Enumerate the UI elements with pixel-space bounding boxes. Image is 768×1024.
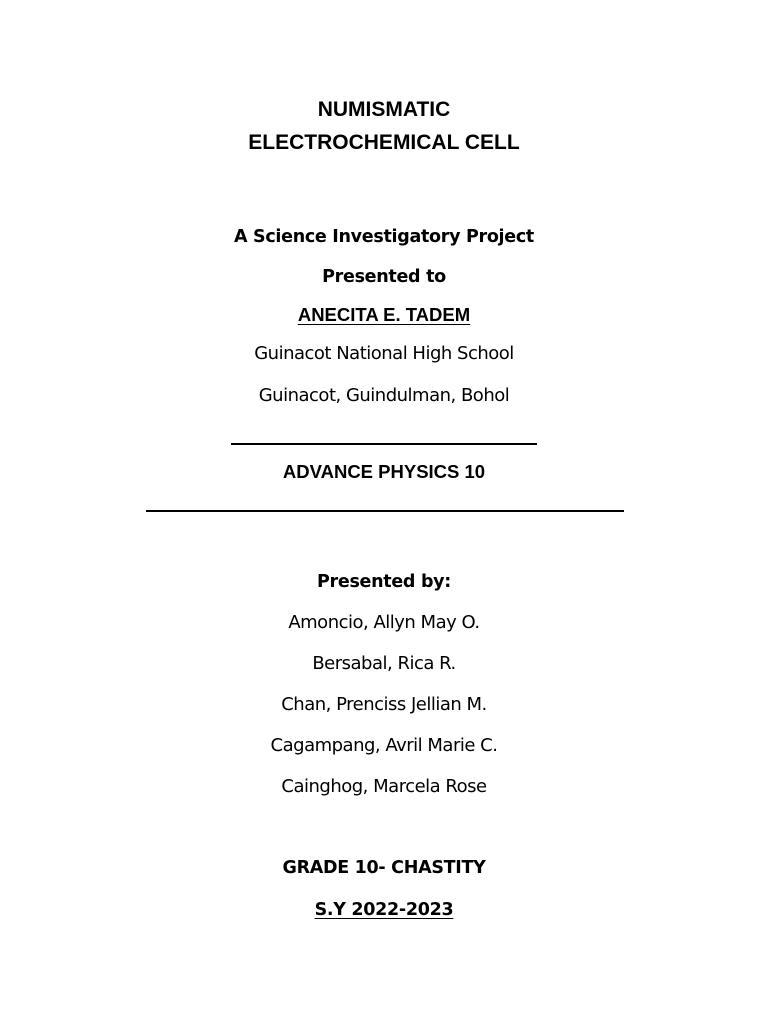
- teacher-name: ANECITA E. TADEM: [297, 304, 471, 325]
- school-year: S.Y 2022-2023: [314, 900, 454, 920]
- presenter-name-1: Amoncio, Allyn May O.: [288, 612, 480, 633]
- school-name: Guinacot National High School: [254, 343, 514, 364]
- title-line-1: NUMISMATIC: [317, 98, 451, 121]
- presenter-name-5: Cainghog, Marcela Rose: [281, 776, 487, 797]
- school-address: Guinacot, Guindulman, Bohol: [258, 385, 510, 406]
- divider-long: [146, 510, 624, 512]
- grade-section: GRADE 10- CHASTITY: [282, 858, 486, 878]
- subject-title: ADVANCE PHYSICS 10: [282, 461, 486, 482]
- presenter-name-2: Bersabal, Rica R.: [312, 653, 456, 674]
- presenter-name-3: Chan, Prenciss Jellian M.: [281, 694, 487, 715]
- presented-to-label: Presented to: [322, 267, 446, 287]
- title-line-2: ELECTROCHEMICAL CELL: [248, 131, 520, 154]
- presenter-name-4: Cagampang, Avril Marie C.: [270, 735, 498, 756]
- project-type: A Science Investigatory Project: [234, 227, 534, 247]
- divider-short: [231, 443, 537, 445]
- presented-by-label: Presented by:: [317, 572, 451, 592]
